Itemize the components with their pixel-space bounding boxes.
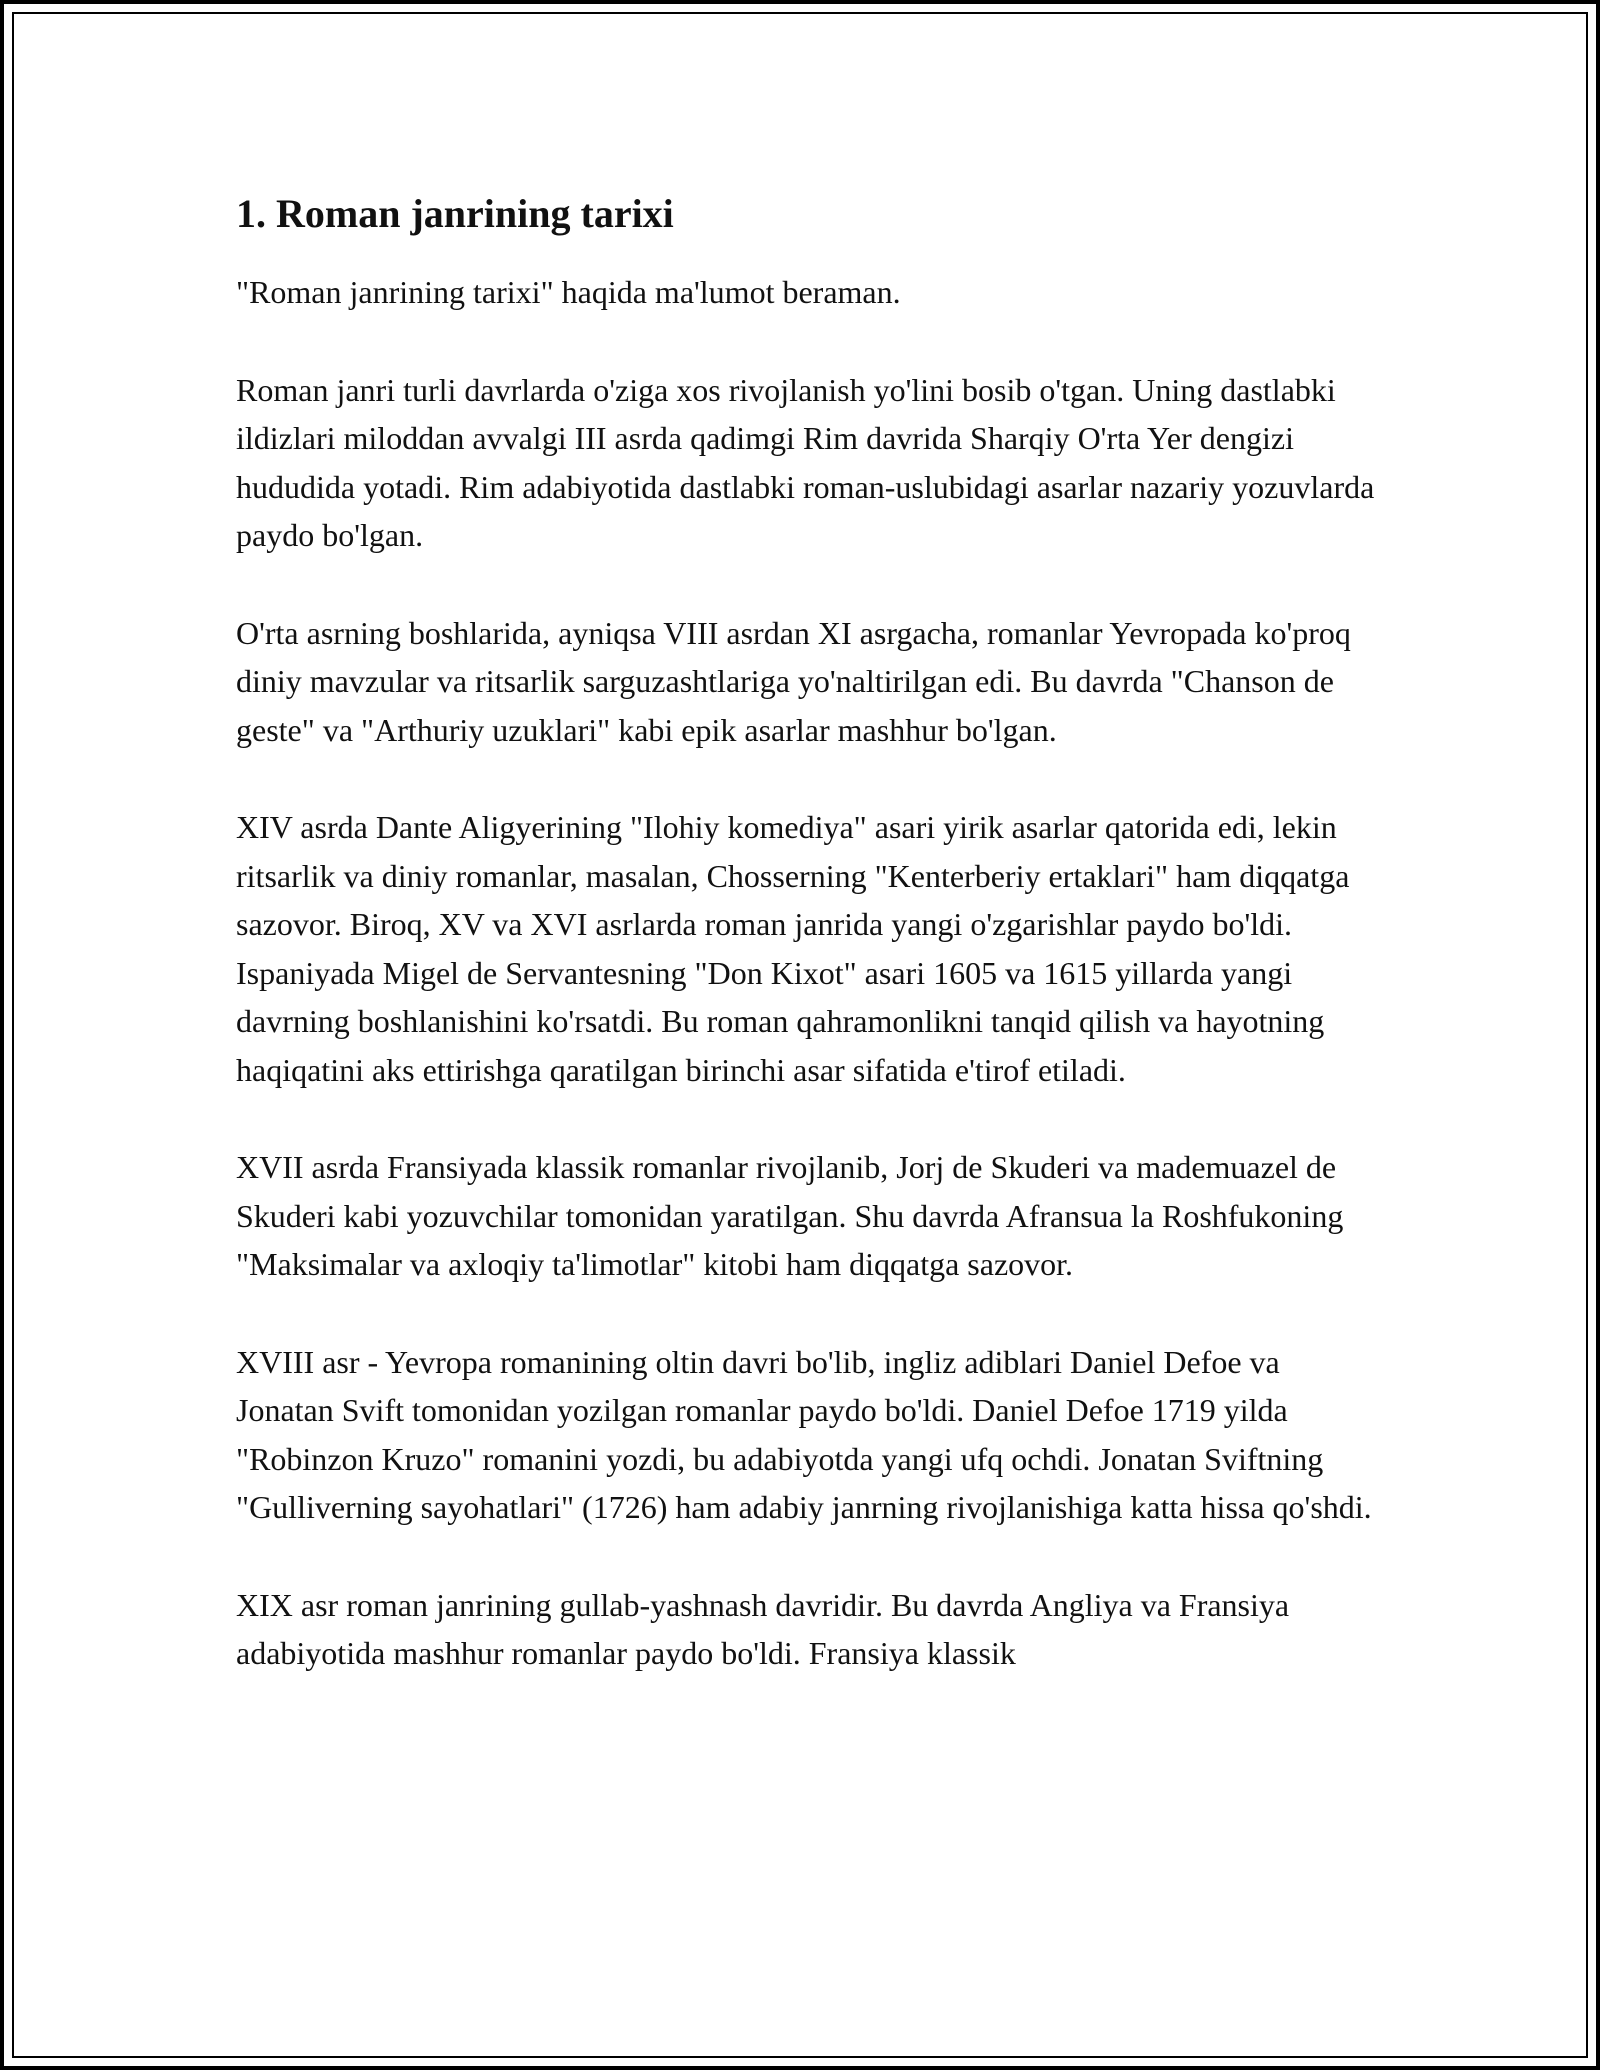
paragraph-intro: "Roman janrining tarixi" haqida ma'lumot beraman. — [236, 274, 901, 310]
section-heading: 1. Roman janrining tarixi — [236, 191, 674, 236]
paragraph-19th-century: XIX asr roman janrining gullab-yashnash davridir. Bu davrda Angliya va Fransiya adabiyotida mashhur romanlar paydo bo'ldi. Fransiya klassik — [236, 1586, 1290, 1671]
paragraph-18th-century: XVIII asr - Yevropa romanining oltin davri bo'lib, ingliz adiblari Daniel Defoe va Jonatan Svift tomonidan yozilgan romanlar paydo bo'ldi. Daniel Defoe 1719 yilda "Robinzon Kruzo" romanini yozdi, bu adabiyotda yangi ufq ochdi. Jonatan Sviftning "Gulliverning sayohatlari" (1726) ham adabiy janrning rivojlanishiga katta hissa qo'shdi. — [236, 1343, 1372, 1525]
document-body — [236, 186, 1376, 1727]
paragraph-14th-century: XIV asrda Dante Aligyerining "Ilohiy komediya" asari yirik asarlar qatorida edi, lekin ritsarlik va diniy romanlar, masalan, Chosserning "Kenterberiy ertaklari" ham diqqatga sazovor. Biroq, XV va XVI asrlarda roman janrida yangi o'zgarishlar paydo bo'ldi. Ispaniyada Migel de Servantesning "Don Kixot" asari 1605 va 1615 yillarda yangi davrning boshlanishini ko'rsatdi. Bu roman qahramonlikni tanqid qilish va hayotning haqiqatini aks ettirishga qaratilgan birinchi asar sifatida e'tirof etiladi. — [236, 809, 1350, 1088]
paragraph-middle-ages: O'rta asrning boshlarida, ayniqsa VIII asrdan XI asrgacha, romanlar Yevropada ko'proq diniy mavzular va ritsarlik sarguzashtlariga yo'naltirilgan edi. Bu davrda "Chanson de geste" va "Arthuriy uzuklari" kabi epik asarlar mashhur bo'lgan. — [236, 614, 1351, 748]
paragraph-17th-century: XVII asrda Fransiyada klassik romanlar rivojlanib, Jorj de Skuderi va mademuazel de Skuderi kabi yozuvchilar tomonidan yaratilgan. Shu davrda Afransua la Roshfukoning "Maksimalar va axloqiy ta'limotlar" kitobi ham diqqatga sazovor. — [236, 1149, 1344, 1282]
paragraph-origins: Roman janri turli davrlarda o'ziga xos rivojlanish yo'lini bosib o'tgan. Uning dastlabki ildizlari miloddan avvalgi III asrda qadimgi Rim davrida Sharqiy O'rta Yer dengizi hududida yotadi. Rim adabiyotida dastlabki roman-uslubidagi asarlar nazariy yozuvlarda paydo bo'lgan. — [236, 371, 1375, 553]
